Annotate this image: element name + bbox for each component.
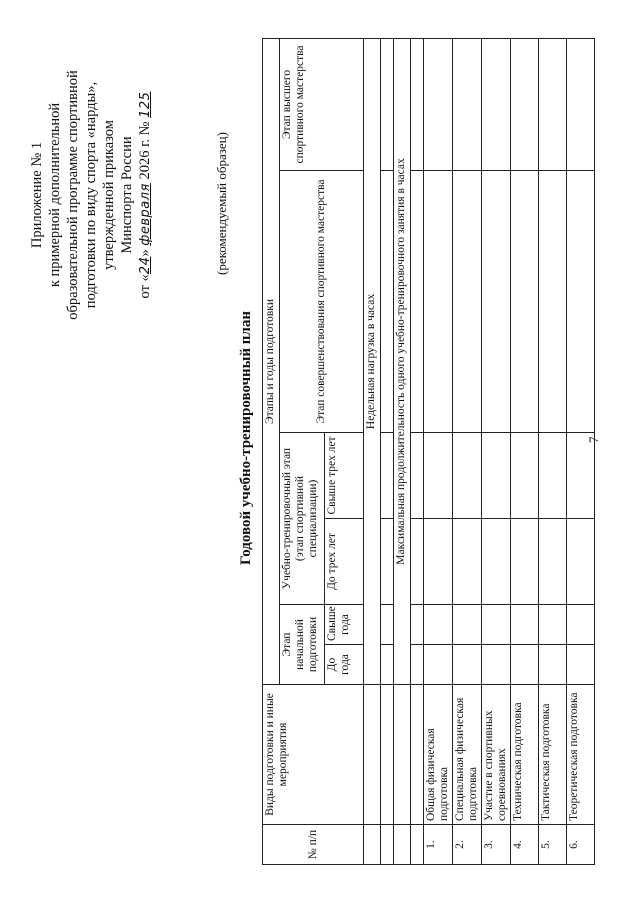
empty-value-cell <box>511 645 539 685</box>
document-title: Годовой учебно-тренировочный план <box>238 311 254 565</box>
empty-value-cell <box>453 433 482 519</box>
empty-value-cell <box>482 519 511 605</box>
empty-value-cell <box>539 433 567 519</box>
page-number: 7 <box>586 436 601 443</box>
empty-cell <box>394 825 411 865</box>
handwritten-month: февраля <box>138 183 153 246</box>
empty-value-cell <box>453 38 482 170</box>
header-stage-higher: Этап высшего спортивного мастерства <box>280 38 364 170</box>
date-prefix: от « <box>137 274 153 299</box>
empty-value-cell <box>539 605 567 645</box>
empty-value-cell <box>453 171 482 433</box>
appendix-header <box>28 35 155 355</box>
empty-value-cell <box>567 38 595 170</box>
appendix-line: подготовки по виду спорта «нарды», <box>83 81 99 309</box>
empty-value-cell <box>511 433 539 519</box>
empty-value-cell <box>453 605 482 645</box>
empty-value-cell <box>567 605 595 645</box>
header-training-over-three: Свыше трех лет <box>325 433 364 519</box>
handwritten-day: 24 <box>138 256 153 275</box>
row-number: 3. <box>482 825 511 865</box>
row-activity-name: Общая физическая подготовка <box>424 685 453 825</box>
handwritten-order-number: 125 <box>138 91 153 118</box>
empty-value-cell <box>511 38 539 170</box>
row-number: 6. <box>567 825 595 865</box>
empty-cell <box>394 685 411 825</box>
weekly-load-label: Недельная нагрузка в часах <box>364 38 381 684</box>
empty-value-cell <box>482 38 511 170</box>
appendix-line: образовательной программе спортивной <box>65 70 81 320</box>
header-stages: Этапы и годы подготовки <box>263 38 280 684</box>
empty-cell <box>381 645 394 685</box>
empty-value-cell <box>567 645 595 685</box>
header-initial-over-year: Свыше года <box>325 605 364 645</box>
empty-value-cell <box>539 38 567 170</box>
row-activity-name: Тактическая подготовка <box>539 685 567 825</box>
header-stage-initial: Этап начальной подготовки <box>280 605 325 685</box>
date-mid: » <box>137 249 153 257</box>
empty-cell <box>364 685 381 825</box>
table-row <box>453 38 482 864</box>
empty-value-cell <box>539 645 567 685</box>
empty-cell <box>411 38 424 170</box>
empty-value-cell <box>511 171 539 433</box>
appendix-date-line <box>136 35 155 355</box>
appendix-line: Минспорта России <box>119 136 135 254</box>
date-year: 2026 г. № <box>137 121 153 180</box>
empty-cell <box>381 171 394 433</box>
appendix-line: Приложение № 1 <box>29 141 45 249</box>
empty-cell <box>411 825 424 865</box>
empty-value-cell <box>567 433 595 519</box>
header-training-up-to-three: До трех лет <box>325 519 364 605</box>
header-initial-up-to-year: До года <box>325 645 364 685</box>
empty-cell <box>411 685 424 825</box>
empty-value-cell <box>482 171 511 433</box>
row-number: 2. <box>453 825 482 865</box>
appendix-line: к примерной дополнительной <box>47 102 63 288</box>
table-row <box>567 38 595 864</box>
empty-cell <box>381 685 394 825</box>
empty-value-cell <box>424 605 453 645</box>
empty-cell <box>411 433 424 519</box>
row-activity-name: Специальная физическая подготовка <box>453 685 482 825</box>
table-row <box>424 38 453 864</box>
row-number: 4. <box>511 825 539 865</box>
row-number: 1. <box>424 825 453 865</box>
header-number: № п/п <box>263 825 364 865</box>
empty-value-cell <box>539 171 567 433</box>
empty-cell <box>381 605 394 645</box>
empty-cell <box>381 38 394 170</box>
max-duration-label: Максимальная продолжительность одного учебно-тренировочного занятия в часах <box>394 38 411 684</box>
empty-value-cell <box>453 645 482 685</box>
empty-cell <box>381 519 394 605</box>
empty-value-cell <box>511 519 539 605</box>
empty-cell <box>381 825 394 865</box>
empty-cell <box>411 171 424 433</box>
table-row <box>482 38 511 864</box>
empty-cell <box>381 433 394 519</box>
header-stage-training: Учебно-тренировочный этап (этап спортивной специализации) <box>280 433 325 605</box>
empty-value-cell <box>424 38 453 170</box>
empty-cell <box>411 645 424 685</box>
empty-value-cell <box>567 171 595 433</box>
empty-value-cell <box>567 519 595 605</box>
sample-note: (рекомендуемый образец) <box>214 132 229 275</box>
table-row <box>511 38 539 864</box>
empty-cell <box>411 605 424 645</box>
empty-cell <box>364 825 381 865</box>
empty-value-cell <box>511 605 539 645</box>
empty-value-cell <box>482 605 511 645</box>
row-activity-name: Теоретическая подготовка <box>567 685 595 825</box>
empty-value-cell <box>424 171 453 433</box>
header-activity-type: Виды подготовки и иные мероприятия <box>263 685 364 825</box>
empty-value-cell <box>482 645 511 685</box>
table-row <box>539 38 567 864</box>
training-plan-table <box>262 38 595 865</box>
empty-value-cell <box>424 519 453 605</box>
header-stage-improvement: Этап совершенствования спортивного мастерства <box>280 171 364 433</box>
empty-value-cell <box>424 645 453 685</box>
empty-value-cell <box>424 433 453 519</box>
empty-cell <box>411 519 424 605</box>
row-activity-name: Участие в спортивных соревнованиях <box>482 685 511 825</box>
empty-value-cell <box>539 519 567 605</box>
row-number: 5. <box>539 825 567 865</box>
row-activity-name: Техническая подготовка <box>511 685 539 825</box>
appendix-line: утвержденной приказом <box>101 120 117 270</box>
empty-value-cell <box>482 433 511 519</box>
empty-value-cell <box>453 519 482 605</box>
